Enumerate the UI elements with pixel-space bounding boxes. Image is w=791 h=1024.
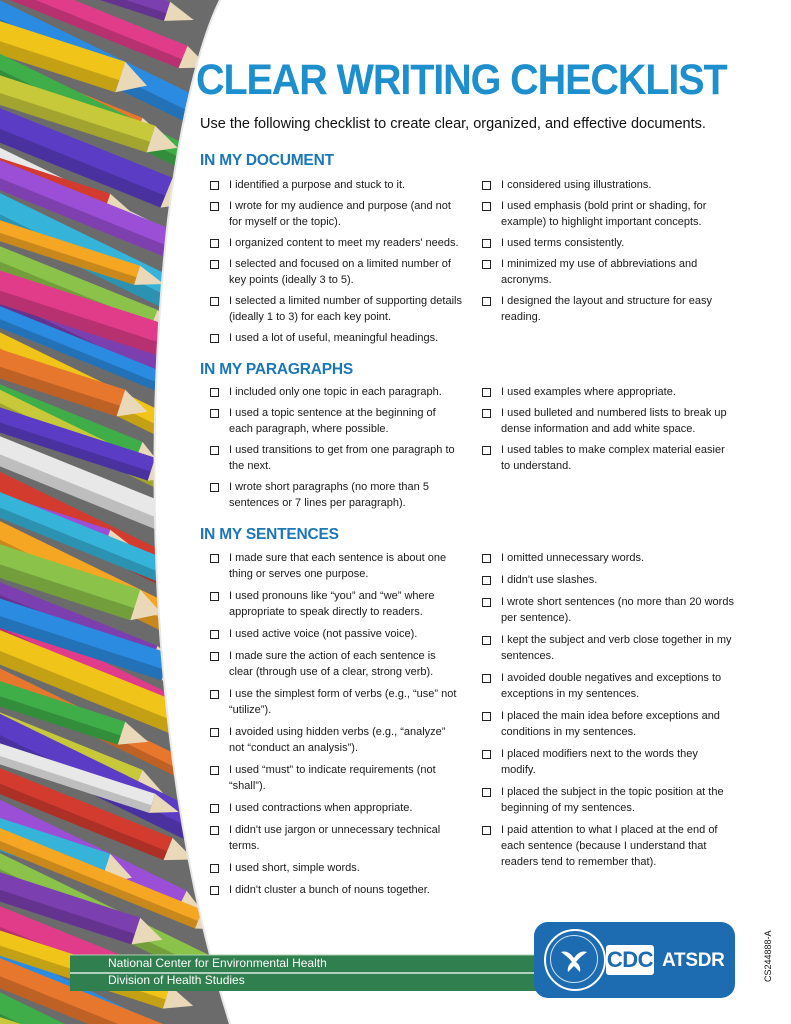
- checklist-item[interactable]: I used active voice (not passive voice).: [206, 626, 462, 642]
- checklist-item[interactable]: I wrote short paragraphs (no more than 5 sentences or 7 lines per paragraph).: [206, 479, 462, 511]
- checkbox-icon[interactable]: [210, 483, 219, 492]
- checkbox-icon[interactable]: [210, 804, 219, 813]
- checklist-item[interactable]: I used tables to make complex material easier to understand.: [478, 442, 734, 474]
- checkbox-icon[interactable]: [210, 239, 219, 248]
- checkbox-icon[interactable]: [210, 409, 219, 418]
- checkbox-icon[interactable]: [210, 181, 219, 190]
- checklist-item[interactable]: I used emphasis (bold print or shading, for example) to highlight important concepts.: [478, 198, 734, 230]
- checkbox-icon[interactable]: [482, 750, 491, 759]
- checkbox-icon[interactable]: [482, 636, 491, 645]
- checkbox-icon[interactable]: [210, 630, 219, 639]
- checkbox-icon[interactable]: [482, 260, 491, 269]
- checkbox-icon[interactable]: [210, 826, 219, 835]
- checklist-item[interactable]: I included only one topic in each paragraph.: [206, 384, 462, 400]
- footer-center-name: National Center for Environmental Health: [108, 956, 327, 970]
- checklist-item[interactable]: I used contractions when appropriate.: [206, 800, 462, 816]
- checkbox-icon[interactable]: [210, 690, 219, 699]
- checklist-item[interactable]: I used a lot of useful, meaningful headings.: [206, 330, 462, 346]
- checkbox-icon[interactable]: [482, 674, 491, 683]
- checkbox-icon[interactable]: [210, 592, 219, 601]
- checkbox-icon[interactable]: [210, 388, 219, 397]
- intro-text: Use the following checklist to create clear, organized, and effective documents.: [200, 116, 706, 132]
- checklist-item[interactable]: I placed the main idea before exceptions and conditions in my sentences.: [478, 708, 734, 740]
- checkbox-icon[interactable]: [210, 202, 219, 211]
- checklist-item[interactable]: I minimized my use of abbreviations and acronyms.: [478, 256, 734, 288]
- checkbox-icon[interactable]: [482, 598, 491, 607]
- checklist-item[interactable]: I selected and focused on a limited number of key points (ideally 3 to 5).: [206, 256, 462, 288]
- checklist-item[interactable]: I considered using illustrations.: [478, 177, 734, 193]
- checkbox-icon[interactable]: [482, 388, 491, 397]
- checklist-item[interactable]: I avoided double negatives and exceptions to exceptions in my sentences.: [478, 670, 734, 702]
- checklist-item[interactable]: I used short, simple words.: [206, 860, 462, 876]
- heading-in-my-document: IN MY DOCUMENT: [200, 152, 334, 169]
- checklist-item[interactable]: I didn't cluster a bunch of nouns together.: [206, 882, 462, 898]
- paragraphs-checklist-right: [478, 384, 734, 479]
- heading-in-my-paragraphs: IN MY PARAGRAPHS: [200, 361, 353, 378]
- sentences-checklist-left: [206, 550, 462, 904]
- checklist-item[interactable]: I placed the subject in the topic position at the beginning of my sentences.: [478, 784, 734, 816]
- checkbox-icon[interactable]: [210, 728, 219, 737]
- checkbox-icon[interactable]: [482, 712, 491, 721]
- checklist-item[interactable]: I used terms consistently.: [478, 235, 734, 251]
- checklist-item[interactable]: I made sure that each sentence is about one thing or serves one purpose.: [206, 550, 462, 582]
- checkbox-icon[interactable]: [210, 886, 219, 895]
- checklist-item[interactable]: I didn't use slashes.: [478, 572, 734, 588]
- checklist-item[interactable]: I used examples where appropriate.: [478, 384, 734, 400]
- checkbox-icon[interactable]: [482, 576, 491, 585]
- checkbox-icon[interactable]: [482, 826, 491, 835]
- checkbox-icon[interactable]: [482, 788, 491, 797]
- checklist-item[interactable]: I placed modifiers next to the words they modify.: [478, 746, 734, 778]
- checklist-item[interactable]: I organized content to meet my readers' needs.: [206, 235, 462, 251]
- checklist-item[interactable]: I didn't use jargon or unnecessary technical terms.: [206, 822, 462, 854]
- checkbox-icon[interactable]: [210, 260, 219, 269]
- checkbox-icon[interactable]: [482, 297, 491, 306]
- checkbox-icon[interactable]: [210, 334, 219, 343]
- checklist-item[interactable]: I used transitions to get from one paragraph to the next.: [206, 442, 462, 474]
- checklist-item[interactable]: I wrote for my audience and purpose (and not for myself or the topic).: [206, 198, 462, 230]
- checklist-item[interactable]: I used pronouns like “you” and “we” where appropriate to speak directly to readers.: [206, 588, 462, 620]
- checkbox-icon[interactable]: [482, 181, 491, 190]
- footer-division-name: Division of Health Studies: [108, 973, 245, 987]
- checklist-item[interactable]: I identified a purpose and stuck to it.: [206, 177, 462, 193]
- checkbox-icon[interactable]: [482, 409, 491, 418]
- checklist-item[interactable]: I paid attention to what I placed at the end of each sentence (because I understand that readers tend to remember that).: [478, 822, 734, 870]
- checkbox-icon[interactable]: [482, 554, 491, 563]
- checklist-item[interactable]: I avoided using hidden verbs (e.g., “analyze” not “conduct an analysis”).: [206, 724, 462, 756]
- hhs-eagle-icon: [557, 944, 591, 978]
- document-id: CS244888-A: [763, 930, 773, 982]
- checklist-item[interactable]: I use the simplest form of verbs (e.g., “use” not “utilize”).: [206, 686, 462, 718]
- atsdr-logo: ATSDR: [662, 950, 725, 971]
- checklist-item[interactable]: I wrote short sentences (no more than 20 words per sentence).: [478, 594, 734, 626]
- sentences-checklist-right: [478, 550, 734, 876]
- checkbox-icon[interactable]: [482, 202, 491, 211]
- checklist-item[interactable]: I designed the layout and structure for easy reading.: [478, 293, 734, 325]
- checkbox-icon[interactable]: [210, 652, 219, 661]
- checkbox-icon[interactable]: [210, 766, 219, 775]
- checkbox-icon[interactable]: [210, 554, 219, 563]
- page-title: CLEAR WRITING CHECKLIST: [196, 56, 727, 104]
- checklist-item[interactable]: I omitted unnecessary words.: [478, 550, 734, 566]
- checkbox-icon[interactable]: [482, 239, 491, 248]
- paragraphs-checklist-left: [206, 384, 462, 516]
- heading-in-my-sentences: IN MY SENTENCES: [200, 526, 339, 543]
- checkbox-icon[interactable]: [210, 864, 219, 873]
- checkbox-icon[interactable]: [482, 446, 491, 455]
- checklist-item[interactable]: I made sure the action of each sentence is clear (through use of a clear, strong verb).: [206, 648, 462, 680]
- checkbox-icon[interactable]: [210, 446, 219, 455]
- document-checklist-right: [478, 177, 734, 330]
- checklist-item[interactable]: I used bulleted and numbered lists to break up dense information and add white space.: [478, 405, 734, 437]
- cdc-logo: CDC: [606, 945, 654, 975]
- document-checklist-left: [206, 177, 462, 351]
- checkbox-icon[interactable]: [210, 297, 219, 306]
- checklist-item[interactable]: I used a topic sentence at the beginning of each paragraph, where possible.: [206, 405, 462, 437]
- checklist-item[interactable]: I kept the subject and verb close together in my sentences.: [478, 632, 734, 664]
- checklist-item[interactable]: I used “must” to indicate requirements (not “shall”).: [206, 762, 462, 794]
- checklist-item[interactable]: I selected a limited number of supporting details (ideally 1 to 3) for each key point.: [206, 293, 462, 325]
